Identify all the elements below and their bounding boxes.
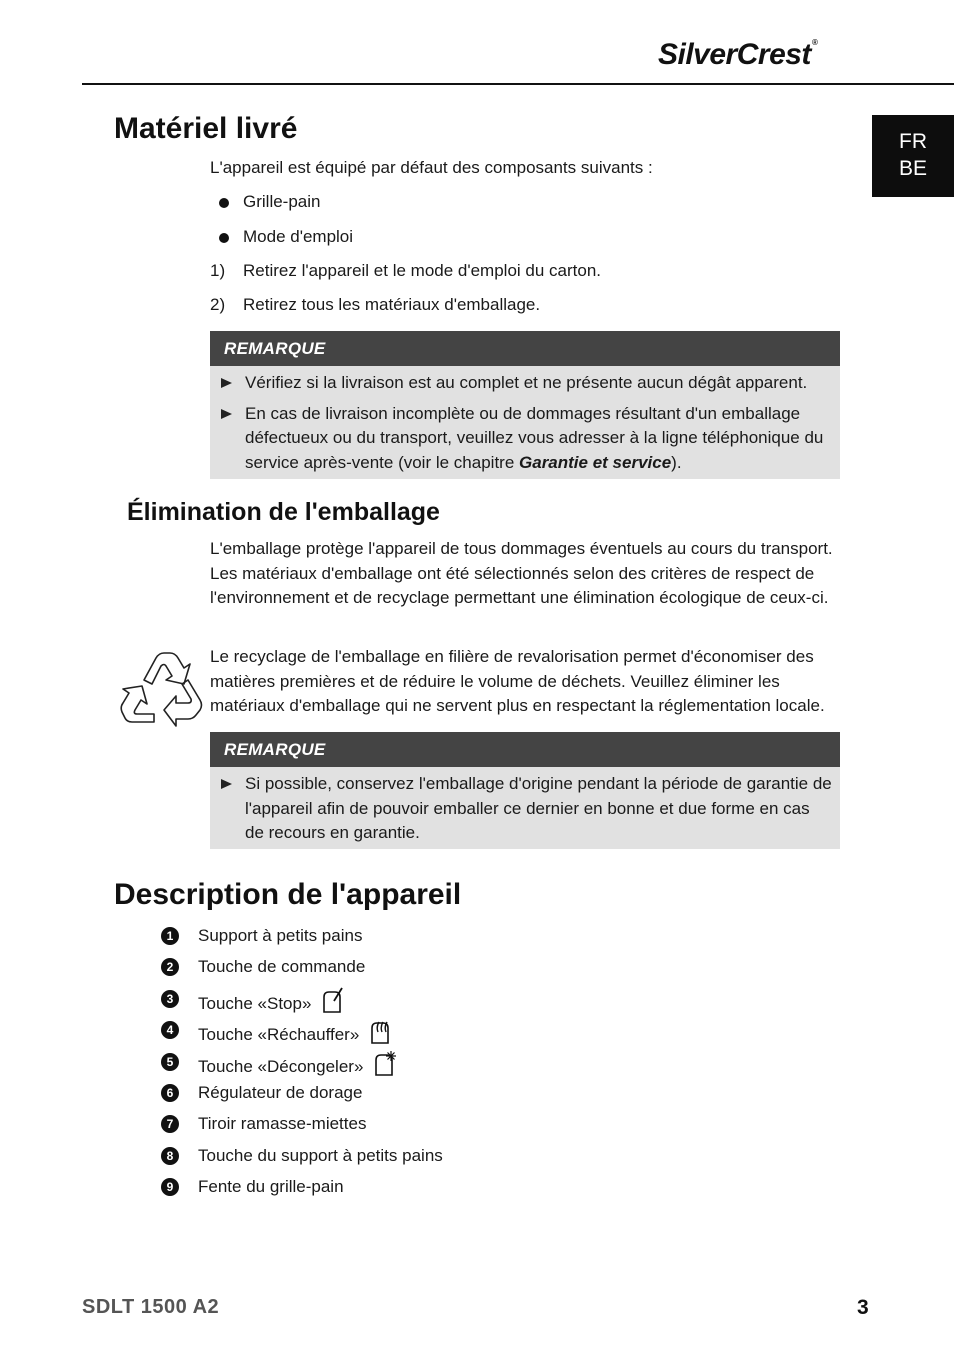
part-label-9: Fente du grille-pain [198, 1177, 344, 1196]
part-label-2: Touche de commande [198, 957, 366, 976]
language-code-be: BE [898, 157, 927, 180]
note-item-emphasis: Garantie et service [519, 452, 672, 472]
note-item [210, 772, 840, 846]
number-badge-9: 9 [161, 1178, 179, 1196]
part-label-3 [198, 987, 346, 1016]
note-item-text: Si possible, conservez l'emballage d'origine pendant la période de garantie de l'appareil afin de pouvoir emballer ce dernier en bonne et due forme en cas de recours en garantie. [245, 774, 832, 843]
delivery-bullet-manual: Mode d'emploi [243, 227, 354, 246]
step-number-1: 1) [210, 261, 226, 280]
number-badge-2: 2 [161, 958, 179, 976]
footer-model-number: SDLT 1500 A2 [82, 1296, 220, 1318]
note-item-text: Vérifiez si la livraison est au complet et ne présente aucun dégât apparent. [245, 373, 808, 392]
packaging-paragraph-2: Le recyclage de l'emballage en filière de revalorisation permet d'économiser des matières premières et de réduire le volume de déchets. Veuillez éliminer les matériaux d'emballage qui ne servent plus en respectant la réglementation locale. [210, 647, 825, 716]
part-label-8: Touche du support à petits pains [198, 1146, 443, 1165]
section-title-packaging: Élimination de l'emballage [127, 498, 440, 526]
registered-mark: ® [811, 38, 818, 47]
step-number-2: 2) [210, 295, 226, 314]
step-text-1: Retirez l'appareil et le mode d'emploi du carton. [243, 261, 602, 280]
recycle-icon [118, 646, 206, 728]
note-box-packaging [210, 732, 840, 849]
packaging-paragraph-1: L'emballage protège l'appareil de tous dommages éventuels au cours du transport. Les matériaux d'emballage ont été sélectionnés selon des critères de respect de l'environnement et de recyclage permettant une élimination écologique de ceux-ci. [210, 539, 833, 608]
section-title-description: Description de l'appareil [114, 878, 462, 911]
part-label-1: Support à petits pains [198, 926, 363, 945]
bullet-dot [219, 233, 229, 243]
number-badge-5: 5 [161, 1053, 179, 1071]
number-badge-1: 1 [161, 927, 179, 945]
number-badge-8: 8 [161, 1147, 179, 1165]
brand-logo [658, 38, 817, 72]
step-text-2: Retirez tous les matériaux d'emballage. [243, 295, 541, 314]
note-heading: REMARQUE [210, 331, 840, 366]
part-label-6: Régulateur de dorage [198, 1083, 363, 1102]
arrow-bullet-icon [221, 378, 232, 388]
language-tab [872, 115, 954, 197]
arrow-bullet-icon [221, 409, 232, 419]
language-code-fr: FR [899, 130, 927, 153]
delivery-bullet-toaster: Grille-pain [243, 192, 321, 211]
delivery-intro: L'appareil est équipé par défaut des composants suivants : [210, 158, 653, 177]
stop-toast-icon [320, 987, 346, 1013]
note-item [210, 402, 840, 476]
arrow-bullet-icon [221, 779, 232, 789]
bullet-dot [219, 198, 229, 208]
part-label-7: Tiroir ramasse-miettes [198, 1114, 367, 1133]
number-badge-7: 7 [161, 1115, 179, 1133]
header-divider [82, 83, 954, 85]
part-label-5-text: Touche «Décongeler» [198, 1057, 364, 1076]
number-badge-6: 6 [161, 1084, 179, 1102]
part-label-3-text: Touche «Stop» [198, 994, 312, 1013]
part-label-5 [198, 1050, 398, 1079]
section-title-delivery: Matériel livré [114, 112, 298, 145]
note-item-text: En cas de livraison incomplète ou de dommages résultant d'un emballage défectueux ou du transport, veuillez vous adresser à la ligne téléphonique du service après-vente (voir le chapitre [245, 403, 824, 472]
note-item [210, 371, 840, 396]
part-label-4-text: Touche «Réchauffer» [198, 1025, 360, 1044]
defrost-toast-icon [372, 1050, 398, 1076]
part-label-4 [198, 1018, 394, 1047]
note-item-text-end: ). [671, 452, 682, 472]
reheat-toast-icon [368, 1018, 394, 1044]
note-heading: REMARQUE [210, 732, 840, 767]
note-box-delivery [210, 331, 840, 479]
page-number: 3 [857, 1296, 869, 1319]
number-badge-4: 4 [161, 1021, 179, 1039]
brand-name: SilverCrest [658, 38, 811, 71]
number-badge-3: 3 [161, 990, 179, 1008]
